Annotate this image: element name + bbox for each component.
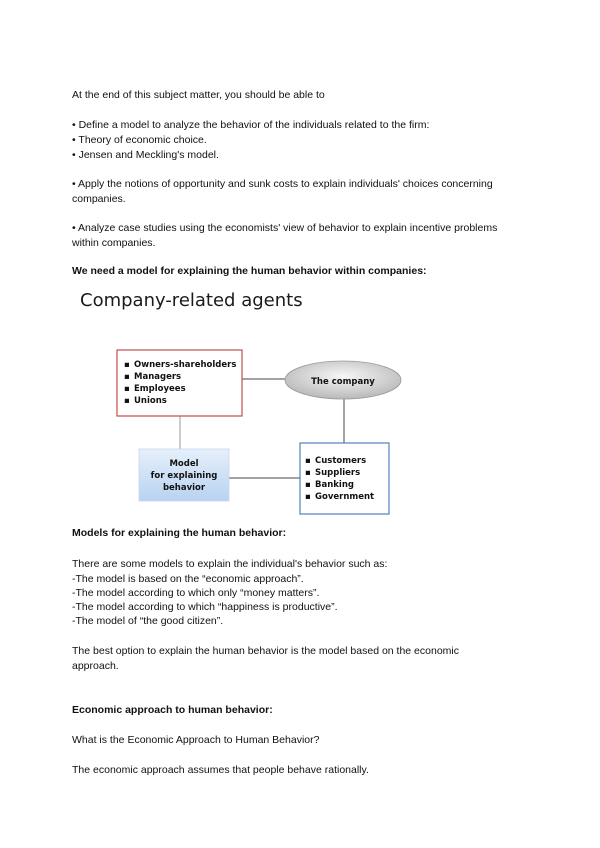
objective-item: • Apply the notions of opportunity and sunk costs to explain individuals' choices concerning [72,178,493,190]
model-item: -The model according to which only “money matters”. [72,587,320,599]
model-label-line: Model [169,459,199,469]
models-intro: There are some models to explain the individual's behavior such as: [72,558,388,570]
external-item: Customers [315,456,367,466]
objective-item: • Analyze case studies using the economists' view of behavior to explain incentive problems [72,222,498,234]
agent-bullet: ▪ [124,360,130,370]
agent-item: Unions [134,396,167,406]
section-heading-model: We need a model for explaining the human behavior within companies: [72,265,427,277]
model-label-line: for explaining [150,471,218,481]
external-box [300,443,389,514]
agent-bullet: ▪ [124,384,130,394]
answer-text: The economic approach assumes that people behave rationally. [72,764,369,776]
section-heading-econ: Economic approach to human behavior: [72,704,273,716]
company-label: The company [311,377,375,387]
agent-item: Owners-shareholders [134,360,237,370]
objective-item: • Theory of economic choice. [72,134,207,146]
objective-item: • Define a model to analyze the behavior of the individuals related to the firm: [72,119,430,131]
intro-text: At the end of this subject matter, you should be able to [72,89,325,101]
external-bullet: ▪ [305,456,311,466]
best-option-text: The best option to explain the human behavior is the model based on the economic [72,645,459,657]
model-label-line: behavior [162,483,206,493]
agent-item: Employees [134,384,186,394]
model-item: -The model is based on the “economic approach”. [72,573,304,585]
model-item: -The model of “the good citizen”. [72,615,224,627]
question-text: What is the Economic Approach to Human Behavior? [72,734,320,746]
model-item: -The model according to which “happiness is productive”. [72,601,338,613]
external-bullet: ▪ [305,480,311,490]
agent-bullet: ▪ [124,396,130,406]
section-heading-models: Models for explaining the human behavior: [72,527,287,539]
external-item: Suppliers [315,468,361,478]
external-item: Government [315,492,375,502]
external-item: Banking [315,480,354,490]
external-bullet: ▪ [305,468,311,478]
external-bullet: ▪ [305,492,311,502]
objective-item: • Jensen and Meckling's model. [72,149,219,161]
objective-item: companies. [72,193,126,205]
best-option-text: approach. [72,660,119,672]
objective-item: within companies. [72,237,156,249]
agent-item: Managers [134,372,182,382]
diagram-title: Company-related agents [80,290,303,311]
agent-bullet: ▪ [124,372,130,382]
